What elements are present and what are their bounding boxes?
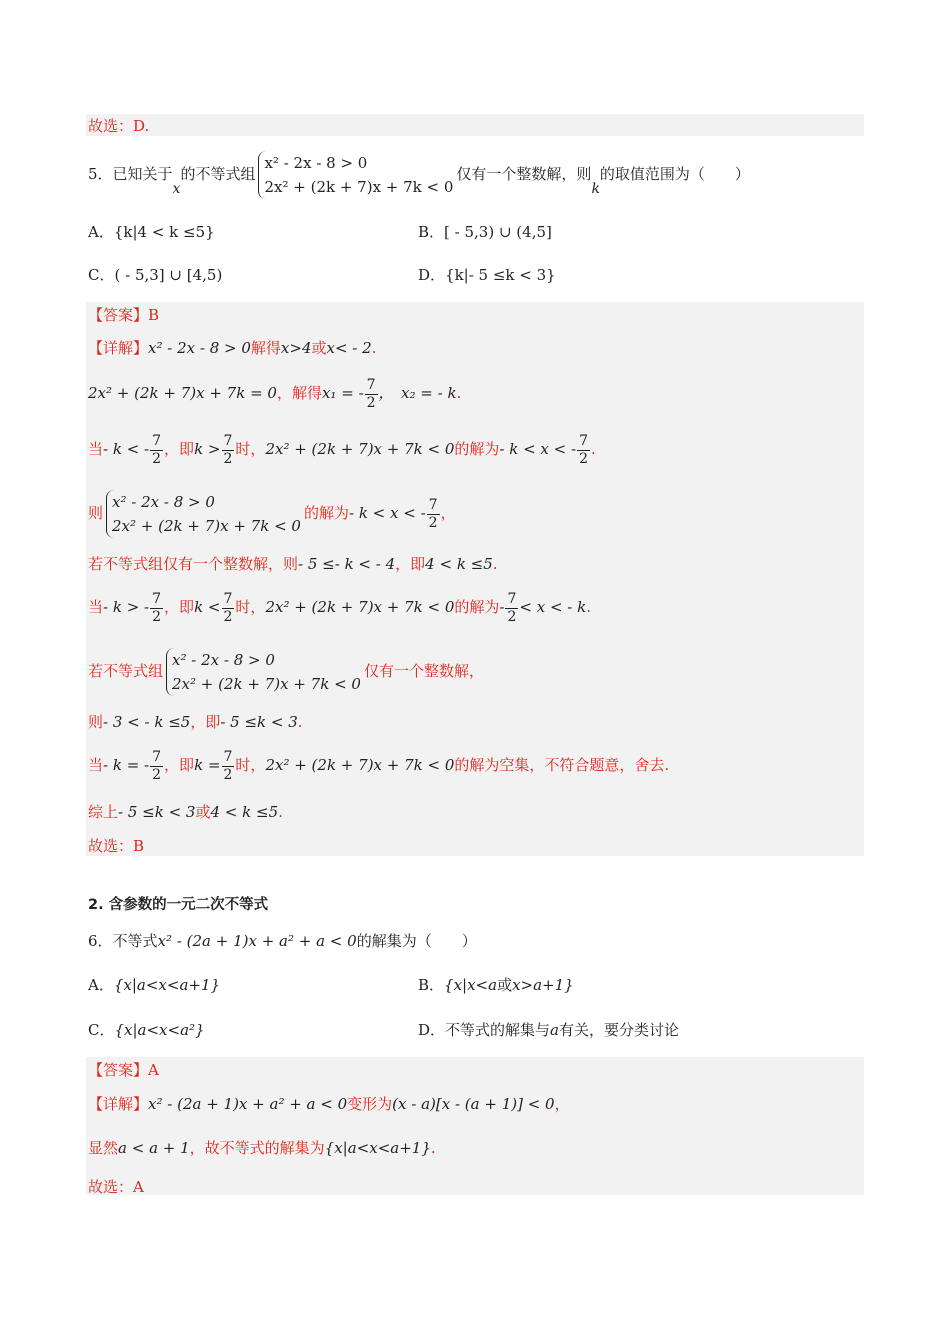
a5-l7-b: 仅有一个整数解，: [363, 662, 484, 680]
a5-l7-system: [166, 648, 361, 696]
a5-l3-num1: 7: [152, 432, 162, 449]
a5-l6-frac3: [505, 591, 518, 626]
a5-l6-den2: 2: [223, 608, 233, 625]
a5-l1-text2: 或: [311, 339, 327, 357]
a5-conclusion: 故选：B: [88, 837, 145, 855]
a5-l4-sys2: 2x² + (2k + 7)x + 7k < 0: [112, 517, 301, 535]
a5-l3-m3: 2x² + (2k + 7)x + 7k < 0: [265, 440, 455, 458]
a5-l6-frac2: [222, 591, 235, 626]
a6-l1-m1: x² - (2a + 1)x + a² + a < 0: [148, 1095, 348, 1113]
q5-mid: 的不等式组: [180, 165, 256, 183]
a5-l10-end: .: [278, 803, 283, 821]
q5-option-b-label: B．: [418, 223, 445, 241]
a5-l6-num1: 7: [152, 590, 162, 607]
a5-l4-system: [106, 490, 301, 538]
a5-line-6: [88, 588, 591, 626]
q5-option-a: [88, 222, 215, 242]
a5-l3-m2: k >: [194, 440, 221, 458]
a6-l1-a: 变形为: [347, 1095, 393, 1113]
q6-option-d: [418, 1020, 679, 1040]
a5-l6-d: 的解为: [454, 598, 500, 616]
a5-l6-m4a: -: [499, 598, 505, 616]
a5-l9-frac1: [150, 749, 163, 784]
a5-l3-frac3: [577, 433, 590, 468]
a5-line-1: [88, 338, 376, 358]
a5-l2-x1: x₁ = -: [321, 384, 364, 402]
question-6: [88, 931, 477, 951]
a5-l6-m3: 2x² + (2k + 7)x + 7k < 0: [265, 598, 455, 616]
q6-option-b-label: B．: [418, 976, 445, 994]
q6-option-b-text2: x>a+1}: [512, 976, 574, 994]
a5-l10-b: 或: [195, 803, 211, 821]
a5-l6-m2: k <: [194, 598, 221, 616]
a5-l2-math: 2x² + (2k + 7)x + 7k = 0: [88, 384, 277, 402]
a6-l2-b: ，故不等式的解集为: [189, 1139, 325, 1157]
a5-line-3: [88, 430, 596, 468]
a6-conclusion: 故选：A: [88, 1178, 144, 1196]
q6-option-d-var: a: [550, 1021, 559, 1039]
a5-l7-sys1: x² - 2x - 8 > 0: [172, 651, 275, 669]
a5-l3-frac1: [150, 433, 163, 468]
a5-l10-m1: - 5 ≤k < 3: [118, 803, 196, 821]
q5-prefix: 5．已知关于: [88, 165, 173, 183]
a5-l6-den3: 2: [507, 608, 517, 625]
a5-l9-b: ，即: [164, 756, 195, 774]
a5-line-4: [88, 486, 456, 540]
a5-l9-a: 当: [88, 756, 104, 774]
a5-l8-b: ，即: [190, 713, 221, 731]
a5-l5-m2: 4 < k ≤5: [425, 555, 493, 573]
q5-option-c-label: C．: [88, 266, 115, 284]
q5-var-x: x: [172, 181, 181, 197]
q5-sys-line1: x² - 2x - 8 > 0: [264, 154, 368, 172]
a6-l1-end: ，: [554, 1095, 570, 1113]
a5-l2-den: 2: [366, 394, 376, 411]
a5-l2-frac: [365, 377, 378, 412]
a5-l4-frac: [427, 497, 440, 532]
a6-l2-m2: {x|a<x<a+1}: [324, 1139, 431, 1157]
a6-answer: 【答案】A: [88, 1061, 159, 1079]
a5-l8-m2: - 5 ≤k < 3: [220, 713, 298, 731]
a5-l1-text1: 解得: [250, 339, 281, 357]
a5-line-10: [88, 802, 283, 822]
a5-l2-end: .: [456, 384, 462, 402]
q6-option-a-text: {x|a<x<a+1}: [113, 976, 221, 994]
conclusion-previous: 故选：D.: [88, 117, 150, 135]
answer-block-6: [86, 1057, 864, 1195]
a5-l6-end: .: [586, 598, 592, 616]
q6-option-c: [88, 1020, 205, 1040]
a5-l6-frac1: [150, 591, 163, 626]
a5-l7-sys2: 2x² + (2k + 7)x + 7k < 0: [172, 675, 361, 693]
q5-var-k: k: [591, 181, 600, 197]
a5-l4-m: - k < x < -: [348, 504, 426, 522]
q6-option-a-label: A．: [88, 976, 114, 994]
a5-l7-a: 若不等式组: [88, 662, 164, 680]
q6-math: x² - (2a + 1)x + a² + a < 0: [157, 932, 357, 950]
q6-option-b-or: 或: [497, 976, 513, 994]
a5-l8-a: 则: [88, 713, 104, 731]
a5-l3-b: ，即: [164, 440, 195, 458]
a6-l2-end: .: [430, 1139, 436, 1157]
q5-option-a-label: A．: [88, 223, 114, 241]
a6-l2-a: 显然: [88, 1139, 119, 1157]
a6-l2-m1: a < a + 1: [118, 1139, 190, 1157]
a5-l1-math2: x>4: [280, 339, 312, 357]
a5-l6-num2: 7: [223, 590, 233, 607]
a5-l6-den1: 2: [152, 608, 162, 625]
a5-l6-num3: 7: [507, 590, 517, 607]
a5-l5-m1: - 5 ≤- k < - 4: [298, 555, 396, 573]
q6-suffix: 的解集为（ ）: [356, 932, 477, 950]
a5-l9-c: 时，: [235, 756, 266, 774]
a5-l3-num3: 7: [579, 432, 588, 449]
a5-l6-m4b: < x < - k: [519, 598, 587, 616]
a5-l10-a: 综上: [88, 803, 119, 821]
q6-prefix: 6．不等式: [88, 932, 158, 950]
a5-l4-num: 7: [428, 496, 438, 513]
a5-l1-math3: x< - 2: [326, 339, 372, 357]
a6-l1-m2: (x - a)[x - (a + 1)] < 0: [392, 1095, 555, 1113]
a5-l4-end: ，: [440, 504, 456, 522]
a5-l5-end: .: [492, 555, 498, 573]
a5-l9-d: 的解为空集，不符合题意，舍去.: [454, 756, 670, 774]
a5-l8-end: .: [297, 713, 303, 731]
a5-l9-m3: 2x² + (2k + 7)x + 7k < 0: [265, 756, 455, 774]
a5-l3-den3: 2: [579, 450, 588, 467]
a5-l9-num1: 7: [152, 748, 162, 765]
a5-l6-c: 时，: [235, 598, 266, 616]
answer-block-previous: [86, 114, 864, 136]
a5-l4-sys1: x² - 2x - 8 > 0: [112, 493, 215, 511]
q5-suffix1: 仅有一个整数解，则: [456, 165, 592, 183]
a6-detail-label: 【详解】: [88, 1095, 149, 1113]
a5-l1-math: x² - 2x - 8 > 0: [148, 339, 251, 357]
a5-l9-den1: 2: [152, 766, 162, 783]
a5-l3-c: 时，: [235, 440, 266, 458]
q6-option-d-label: D．: [418, 1021, 446, 1039]
a5-detail-label: 【详解】: [88, 339, 149, 357]
a5-line-2: [88, 374, 461, 412]
a5-line-8: [88, 712, 303, 732]
q5-system: [258, 151, 453, 199]
a5-answer: 【答案】B: [88, 306, 160, 324]
a5-l2-x2: ， x₂ = - k: [378, 384, 457, 402]
a5-l3-den2: 2: [223, 450, 233, 467]
a5-l8-m1: - 3 < - k ≤5: [103, 713, 191, 731]
q6-option-a: [88, 975, 220, 995]
a5-l2-num: 7: [366, 376, 376, 393]
a5-l3-frac2: [222, 433, 235, 468]
a6-line-1: [88, 1094, 570, 1114]
q5-option-d-label: D．: [418, 266, 446, 284]
a5-l3-end: .: [591, 440, 596, 458]
a5-l9-num2: 7: [223, 748, 233, 765]
a5-l4-a: 则: [88, 504, 104, 522]
a5-l9-frac2: [222, 749, 235, 784]
section-heading: 2. 含参数的一元二次不等式: [88, 897, 269, 913]
q5-option-c-text: ( - 5,3] ∪ [4,5): [114, 266, 223, 284]
q5-suffix2: 的取值范围为（ ）: [599, 165, 750, 183]
q6-option-b-text1: {x|x<a: [444, 976, 498, 994]
q5-option-b-text: [ - 5,3) ∪ (4,5]: [444, 223, 552, 241]
a5-l5-a: 若不等式组仅有一个整数解，则: [88, 555, 299, 573]
a5-l6-a: 当: [88, 598, 104, 616]
a5-l9-den2: 2: [223, 766, 233, 783]
a5-l5-b: ，即: [395, 555, 426, 573]
q5-option-d-text: {k|- 5 ≤k < 3}: [445, 266, 556, 284]
a5-l3-m4: - k < x < -: [499, 440, 577, 458]
a5-l10-m2: 4 < k ≤5: [210, 803, 279, 821]
question-5: [88, 148, 750, 201]
a5-l4-b: 的解为: [303, 504, 349, 522]
a5-l6-b: ，即: [164, 598, 195, 616]
a5-l1-end: .: [371, 339, 377, 357]
a5-line-7: [88, 644, 484, 698]
a5-l3-a: 当: [88, 440, 104, 458]
q6-option-b: [418, 975, 574, 995]
q6-option-c-label: C．: [88, 1021, 115, 1039]
a5-line-9: [88, 746, 669, 784]
a5-l6-m1: - k > -: [103, 598, 150, 616]
q6-option-d-text2: 有关，要分类讨论: [559, 1021, 680, 1039]
q5-option-d: [418, 265, 556, 285]
a5-l4-den: 2: [428, 514, 438, 531]
a5-l3-den1: 2: [152, 450, 162, 467]
a5-l2-text: ，解得: [276, 384, 322, 402]
a5-l3-m1: - k < -: [103, 440, 150, 458]
a5-l9-m1: - k = -: [103, 756, 150, 774]
q5-option-a-text: {k|4 < k ≤5}: [113, 223, 215, 241]
a5-l3-d: 的解为: [454, 440, 500, 458]
q5-sys-line2: 2x² + (2k + 7)x + 7k < 0: [264, 178, 454, 196]
a6-line-2: [88, 1138, 436, 1158]
a5-l9-m2: k =: [194, 756, 221, 774]
q6-option-c-text: {x|a<x<a²}: [114, 1021, 205, 1039]
a5-l3-num2: 7: [223, 432, 233, 449]
q5-option-b: [418, 222, 552, 242]
q5-option-c: [88, 265, 222, 285]
a5-line-5: [88, 554, 498, 574]
q6-option-d-text1: 不等式的解集与: [445, 1021, 551, 1039]
